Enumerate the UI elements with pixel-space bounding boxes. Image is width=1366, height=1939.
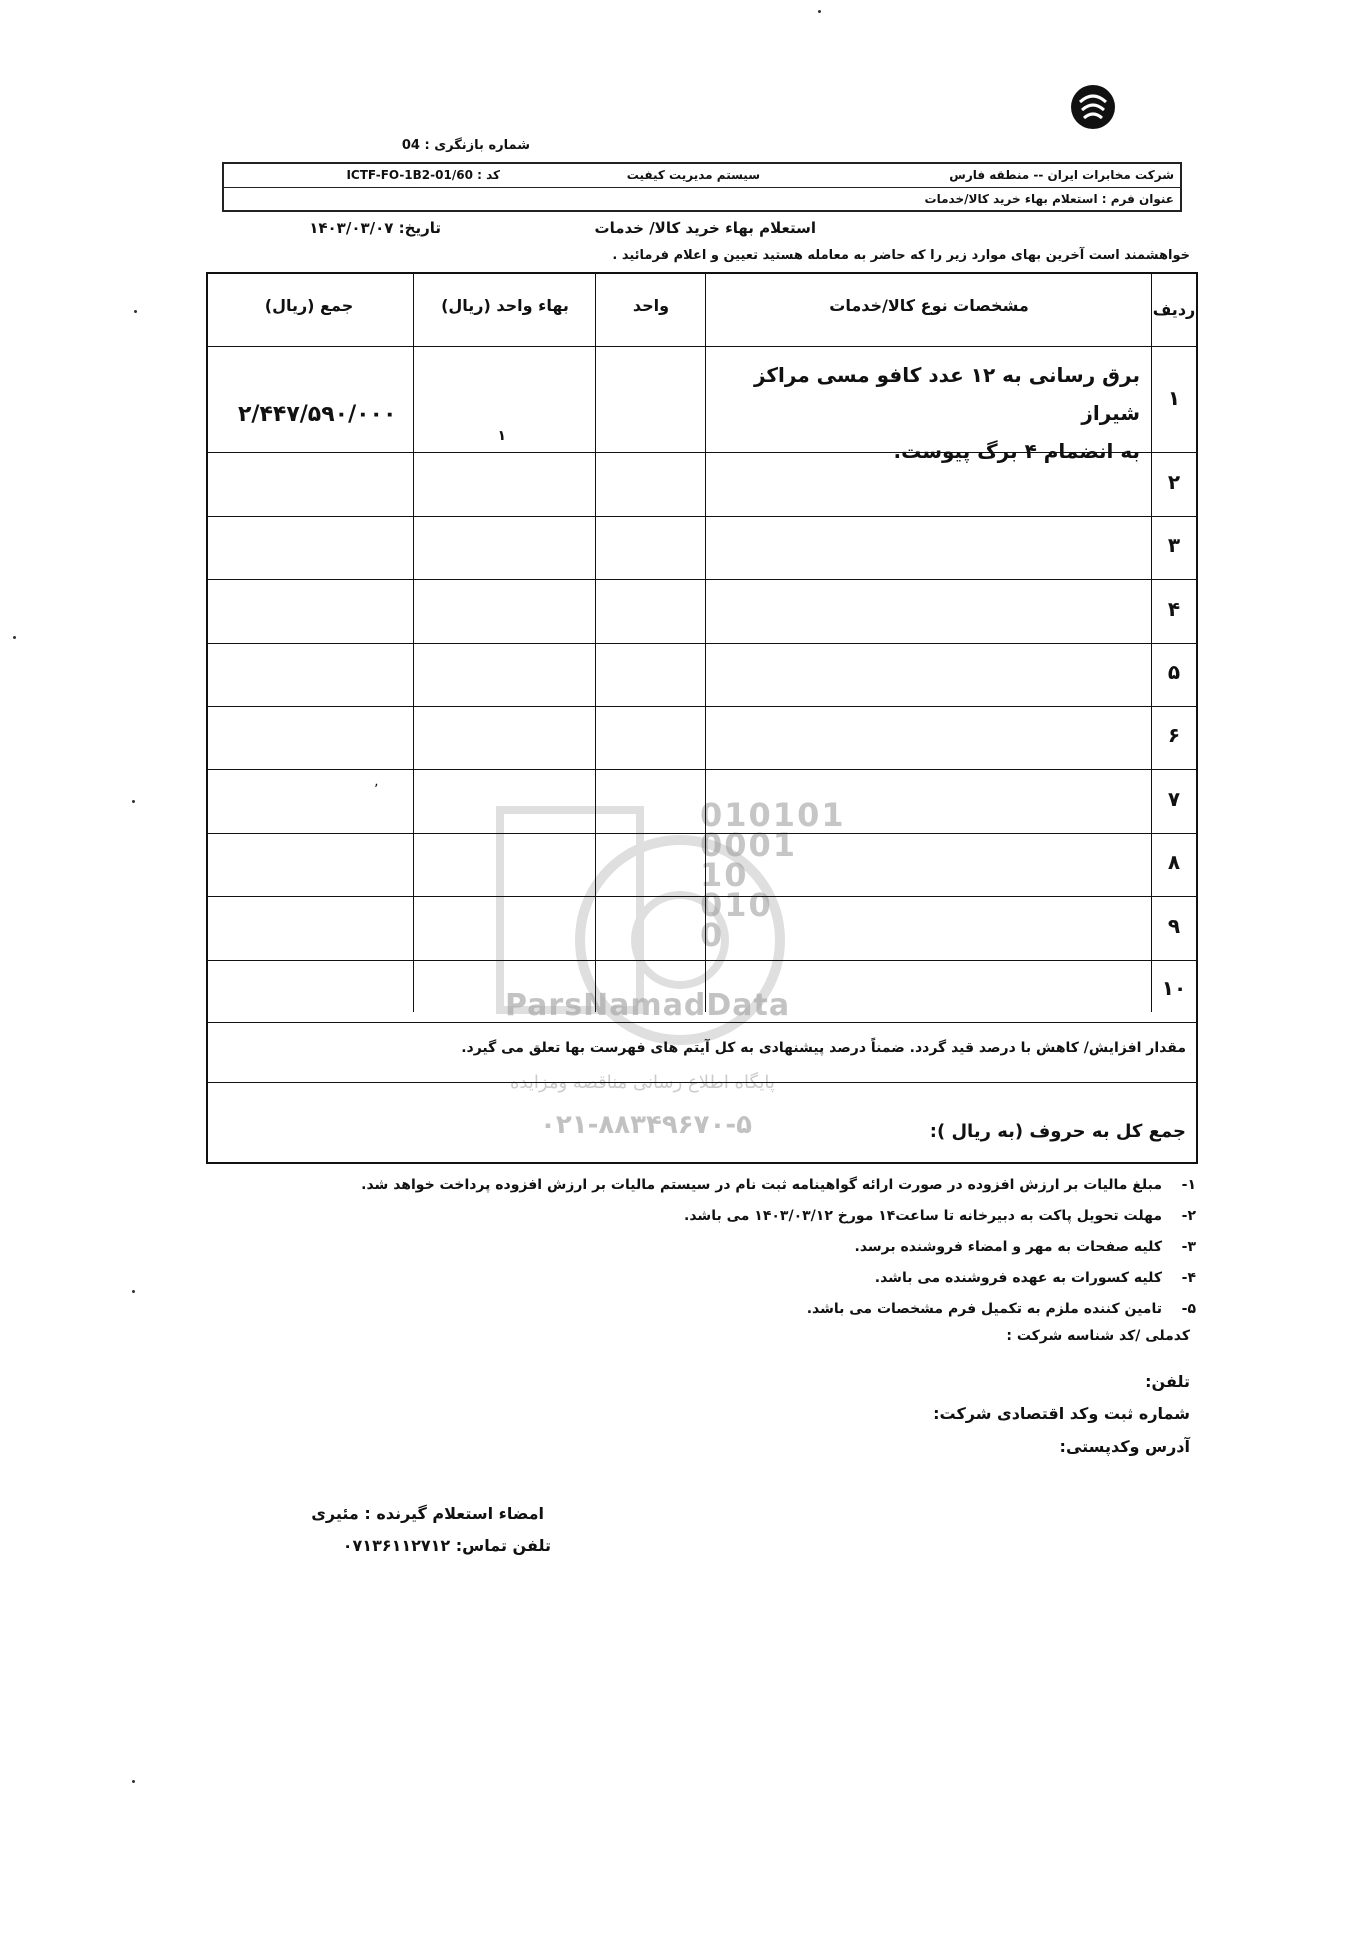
company-name: شرکت مخابرات ایران -- منطقه فارس xyxy=(949,168,1174,182)
form-title: عنوان فرم : استعلام بهاء خرید کالا/خدمات xyxy=(924,192,1174,206)
total-in-words-label: جمع کل به حروف (به ریال ): xyxy=(929,1121,1186,1142)
form-header xyxy=(222,162,1182,212)
item-1-total: ۲/۴۴۷/۵۹۰/۰۰۰ xyxy=(238,402,397,427)
signer-name: امضاء استعلام گیرنده : مئیری xyxy=(311,1504,544,1523)
row-number-4: ۴ xyxy=(1167,597,1181,621)
row-number-6: ۶ xyxy=(1167,723,1181,747)
registration-field: شماره ثبت وکد اقتصادی شرکت: xyxy=(933,1404,1190,1423)
scan-speck xyxy=(134,310,137,313)
watermark-subtitle: پایگاه اطلاع رسانی مناقصه ومزایده xyxy=(510,1072,775,1093)
scan-speck xyxy=(818,10,821,13)
header-row-top xyxy=(224,164,1180,188)
header-total: جمع (ریال) xyxy=(264,296,354,315)
quality-system: سیستم مدیریت کیفیت xyxy=(626,168,760,182)
header-row-bottom xyxy=(224,188,1180,212)
scan-speck xyxy=(132,800,135,803)
header-description: مشخصات نوع کالا/خدمات xyxy=(829,296,1029,315)
contact-phone: تلفن تماس: ۰۷۱۳۶۱۱۲۷۱۲ xyxy=(342,1536,551,1555)
condition-item: ۱-مبلغ مالیات بر ارزش افزوده در صورت ارائه گواهینامه ثبت نام در سیستم مالیات بر ارزش افزوده پرداخت خواهد شد. xyxy=(361,1177,1196,1193)
condition-item: ۳-کلیه صفحات به مهر و امضاء فروشنده برسد. xyxy=(854,1239,1196,1255)
form-code: کد : ICTF-FO-1B2-01/60 xyxy=(346,168,500,182)
handwritten-mark: ٬ xyxy=(374,782,379,798)
condition-item: ۵-تامین کننده ملزم به تکمیل فرم مشخصات می باشد. xyxy=(806,1301,1196,1317)
national-id-field: کدملی /کد شناسه شرکت : xyxy=(1006,1328,1190,1344)
scan-speck xyxy=(132,1780,135,1783)
scan-speck xyxy=(13,636,16,639)
request-text: خواهشمند است آخرین بهای موارد زیر را که حاضر به معامله هستید تعیین و اعلام فرمائید . xyxy=(612,248,1190,263)
row-number-1: ۱ xyxy=(1167,386,1181,410)
condition-item: ۲-مهلت تحویل پاکت به دبیرخانه تا ساعت۱۴ مورخ ۱۴۰۳/۰۳/۱۲ می باشد. xyxy=(684,1208,1196,1224)
row-number-9: ۹ xyxy=(1167,914,1181,938)
row-number-10: ۱۰ xyxy=(1161,976,1187,1000)
conditions-list xyxy=(361,1170,1196,1325)
document-title: استعلام بهاء خرید کالا/ خدمات xyxy=(594,219,816,237)
row-number-7: ۷ xyxy=(1167,787,1181,811)
row-number-5: ۵ xyxy=(1167,660,1181,684)
scan-speck xyxy=(132,1290,135,1293)
watermark-phone: ۰۲۱-۸۸۳۴۹۶۷۰-۵ xyxy=(540,1110,753,1140)
document-date: تاریخ: ۱۴۰۳/۰۳/۰۷ xyxy=(309,219,441,237)
header-row-number: ردیف xyxy=(1152,300,1196,319)
row-number-3: ۳ xyxy=(1167,533,1181,557)
company-logo-icon xyxy=(1068,82,1118,132)
condition-item: ۴-کلیه کسورات به عهده فروشنده می باشد. xyxy=(874,1270,1196,1286)
items-table xyxy=(206,272,1198,1164)
watermark-digits: 010101 0001 10 010 0 xyxy=(700,796,846,954)
item-1-description: برق رسانی به ۱۲ عدد کافو مسی مراکز شیراز به انضمام ۴ برگ پیوست. xyxy=(753,363,1140,463)
phone-field: تلفن: xyxy=(1145,1372,1190,1391)
header-unit-price: بهاء واحد (ریال) xyxy=(441,296,569,315)
revision-number: شماره بازنگری : 04 xyxy=(401,138,530,153)
percentage-note: مقدار افزایش/ کاهش با درصد قید گردد. ضمناً درصد پیشنهادی به کل آیتم های فهرست بها تعلق می گیرد. xyxy=(461,1040,1186,1056)
item-1-quantity: ۱ xyxy=(497,428,506,444)
row-number-8: ۸ xyxy=(1167,850,1181,874)
watermark-brand: ParsNamadData xyxy=(505,988,791,1023)
address-field: آدرس وکدپستی: xyxy=(1059,1437,1190,1456)
row-number-2: ۲ xyxy=(1167,470,1181,494)
header-unit: واحد xyxy=(632,296,670,315)
